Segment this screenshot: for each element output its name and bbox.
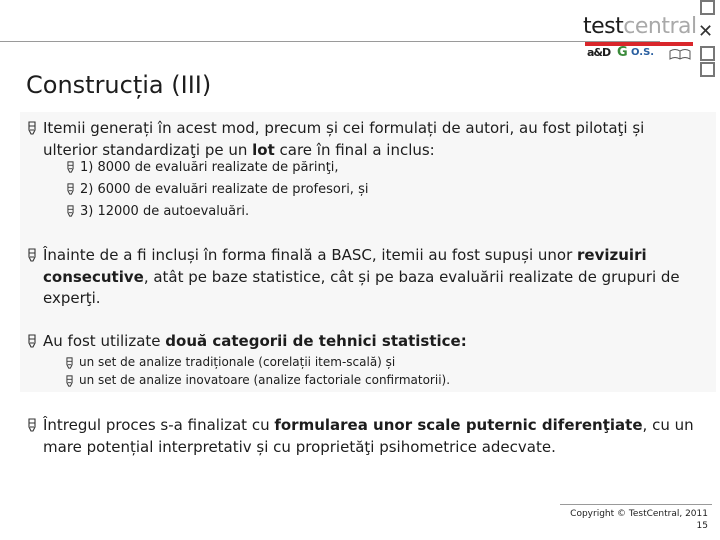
slide-title: Construcția (III) — [26, 71, 212, 99]
bullet-icon — [66, 205, 75, 217]
testcentral-logo — [583, 14, 695, 66]
bullet-icon — [27, 334, 37, 348]
top-divider — [0, 41, 660, 42]
logo-wordmark: testcentral — [583, 14, 697, 39]
sub-item: un set de analize tradiționale (corelații item-scală) și — [79, 353, 395, 372]
bullet-4: Întregul proces s-a finalizat cu formularea unor scale puternic diferenţiate, cu un mare potențial interpretativ și cu proprietăţi psihometrice adecvate. — [43, 415, 703, 458]
bullet-icon — [66, 183, 75, 195]
partner-logos — [587, 46, 693, 64]
sub-item: 3) 12000 de autoevaluări. — [80, 201, 249, 223]
sub-item: 2) 6000 de evaluări realizate de profesori, și — [80, 179, 368, 201]
bullet-icon — [27, 248, 37, 262]
sub-item: 1) 8000 de evaluări realizate de părinţi, — [80, 157, 339, 179]
bullet-icon — [27, 121, 37, 135]
bullet-icon — [65, 375, 74, 387]
close-icon[interactable]: ✕ — [698, 21, 714, 42]
footer-copyright — [570, 508, 708, 532]
sub-item: un set de analize inovatoare (analize factoriale confirmatorii). — [79, 371, 450, 390]
bullet-2: Înainte de a fi incluși în forma finală a BASC, itemii au fost supuși unor revizuiri consecutive, atât pe baze statistice, cât și pe baza evaluării realizate de grupuri de experţi. — [43, 245, 698, 310]
copyright-text: Copyright © TestCentral, 2011 — [570, 509, 708, 519]
partner-gos-suffix: O.S. — [631, 47, 655, 58]
bullet-icon — [27, 418, 37, 432]
bullet-1: Itemii generați în acest mod, precum și cei formulați de autori, au fost pilotaţi și ulterior standardizaţi pe un lot care în final a inclus: — [43, 118, 683, 161]
footer-divider — [560, 504, 712, 505]
window-square-icon[interactable] — [700, 46, 715, 61]
page-number: 15 — [696, 521, 708, 531]
partner-ad-logo: a&D — [587, 46, 611, 59]
partner-gos-logo: G — [617, 45, 628, 60]
window-square-icon[interactable] — [700, 0, 715, 15]
open-book-icon — [669, 48, 691, 60]
window-square-icon[interactable] — [700, 62, 715, 77]
bullet-3: Au fost utilizate două categorii de tehnici statistice: — [43, 331, 683, 353]
bullet-icon — [66, 161, 75, 173]
bullet-icon — [65, 357, 74, 369]
